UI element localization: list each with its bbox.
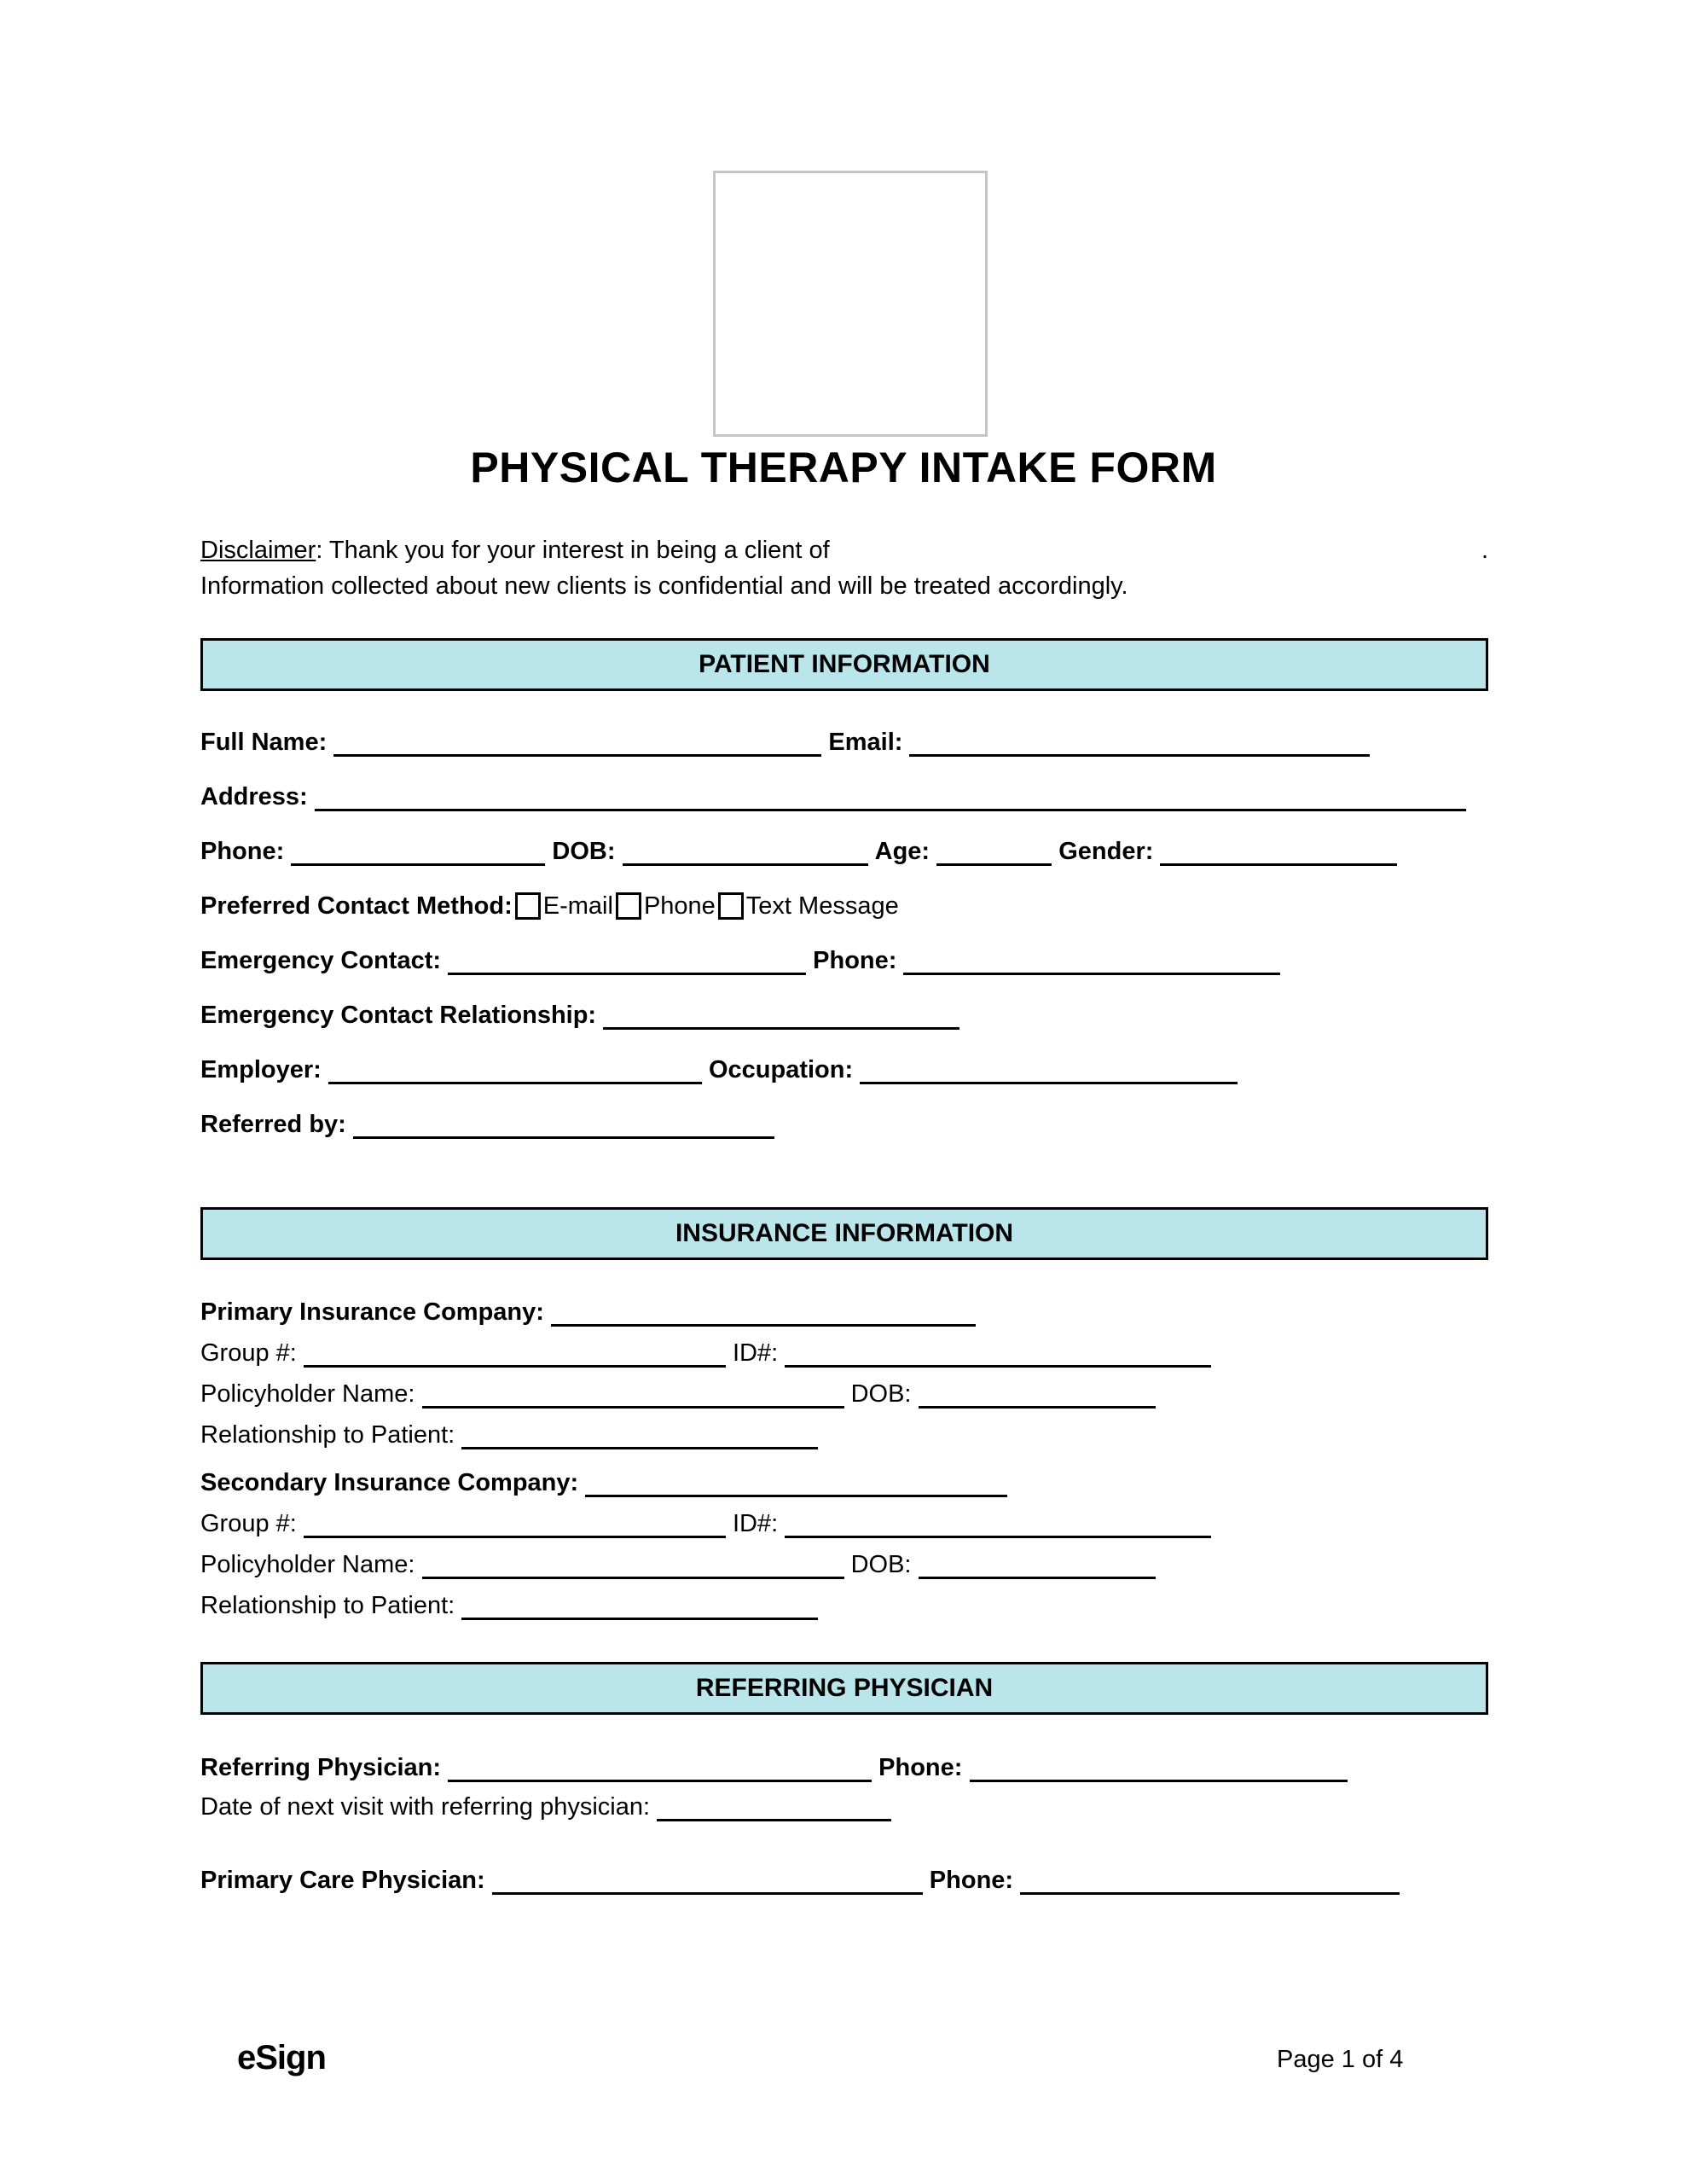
secondary-id-field[interactable] xyxy=(785,1536,1211,1538)
address-label: Address: xyxy=(200,783,308,810)
contact-option-text-message-label: Text Message xyxy=(745,892,899,920)
secondary-insurance-company-field[interactable] xyxy=(585,1495,1007,1497)
referred-by-field[interactable] xyxy=(353,1136,774,1139)
gender-label: Gender: xyxy=(1058,838,1154,865)
row-secondary-relationship xyxy=(200,1589,1531,1623)
primary-id-field[interactable] xyxy=(785,1365,1211,1368)
referring-physician-header-label: REFERRING PHYSICIAN xyxy=(695,1674,994,1702)
primary-relationship-label: Relationship to Patient: xyxy=(200,1421,455,1449)
email-checkbox[interactable] xyxy=(515,892,541,920)
insurance-information-header-label: INSURANCE INFORMATION xyxy=(675,1219,1014,1247)
age-label: Age: xyxy=(874,838,930,865)
primary-insurance-company-field[interactable] xyxy=(551,1324,976,1327)
page-title: PHYSICAL THERAPY INTAKE FORM xyxy=(470,444,1217,491)
dob-label: DOB: xyxy=(552,838,616,865)
row-secondary-policyholder xyxy=(200,1548,1531,1582)
phone-checkbox[interactable] xyxy=(616,892,641,920)
primary-group-field[interactable] xyxy=(304,1365,726,1368)
referred-by-label: Referred by: xyxy=(200,1111,346,1138)
next-visit-label: Date of next visit with referring physician: xyxy=(200,1793,651,1821)
emergency-phone-field[interactable] xyxy=(903,973,1280,975)
secondary-dob-label: DOB: xyxy=(850,1551,912,1578)
secondary-dob-field[interactable] xyxy=(919,1577,1156,1579)
secondary-group-label: Group #: xyxy=(200,1510,297,1537)
row-primary-insurance-company xyxy=(200,1295,1531,1329)
row-phone-dob-age-gender xyxy=(200,834,1531,868)
primary-policyholder-field[interactable] xyxy=(422,1406,844,1409)
primary-id-label: ID#: xyxy=(732,1339,779,1367)
emergency-contact-label: Emergency Contact: xyxy=(200,947,442,974)
full-name-label: Full Name: xyxy=(200,729,328,756)
preferred-contact-method-label: Preferred Contact Method: xyxy=(200,892,513,920)
gender-field[interactable] xyxy=(1160,863,1397,866)
email-label: Email: xyxy=(828,729,903,756)
row-next-visit xyxy=(200,1790,1531,1824)
referring-physician-header xyxy=(200,1662,1488,1715)
secondary-policyholder-field[interactable] xyxy=(422,1577,844,1579)
disclaimer-trailing-period: . xyxy=(1481,537,1488,564)
secondary-id-label: ID#: xyxy=(732,1510,779,1537)
row-primary-care-physician xyxy=(200,1863,1531,1897)
disclaimer-rest: : Thank you for your interest in being a client of xyxy=(316,537,830,564)
disclaimer-word: Disclaimer xyxy=(200,537,316,564)
phone-field[interactable] xyxy=(291,863,545,866)
disclaimer-line-1 xyxy=(200,532,1488,568)
contact-option-phone-label: Phone xyxy=(643,892,716,920)
text-message-checkbox[interactable] xyxy=(718,892,744,920)
disclaimer xyxy=(200,532,1488,604)
disclaimer-text xyxy=(200,532,830,568)
dob-field[interactable] xyxy=(623,863,868,866)
row-referred-by xyxy=(200,1107,1531,1141)
row-address xyxy=(200,780,1531,814)
primary-care-physician-field[interactable] xyxy=(492,1892,923,1895)
secondary-policyholder-label: Policyholder Name: xyxy=(200,1551,415,1578)
occupation-label: Occupation: xyxy=(708,1056,854,1083)
referring-physician-label: Referring Physician: xyxy=(200,1754,442,1781)
referring-phone-label: Phone: xyxy=(878,1754,963,1781)
row-full-name-email xyxy=(200,725,1531,759)
patient-information-header xyxy=(200,638,1488,691)
row-primary-group-id xyxy=(200,1336,1531,1370)
employer-field[interactable] xyxy=(328,1082,702,1084)
row-referring-physician xyxy=(200,1751,1531,1785)
secondary-relationship-label: Relationship to Patient: xyxy=(200,1592,455,1619)
referring-physician-field[interactable] xyxy=(448,1780,872,1782)
primary-care-phone-field[interactable] xyxy=(1020,1892,1400,1895)
primary-group-label: Group #: xyxy=(200,1339,297,1367)
referring-phone-field[interactable] xyxy=(970,1780,1348,1782)
emergency-contact-field[interactable] xyxy=(448,973,806,975)
secondary-insurance-company-label: Secondary Insurance Company: xyxy=(200,1469,579,1496)
secondary-relationship-field[interactable] xyxy=(461,1618,818,1620)
address-field[interactable] xyxy=(315,809,1466,811)
row-primary-policyholder xyxy=(200,1377,1531,1411)
employer-label: Employer: xyxy=(200,1056,322,1083)
primary-dob-field[interactable] xyxy=(919,1406,1156,1409)
logo-placeholder-box xyxy=(713,171,988,437)
primary-insurance-company-label: Primary Insurance Company: xyxy=(200,1298,544,1326)
insurance-information-header xyxy=(200,1207,1488,1260)
emergency-phone-label: Phone: xyxy=(813,947,897,974)
row-primary-relationship xyxy=(200,1418,1531,1452)
primary-relationship-field[interactable] xyxy=(461,1447,818,1449)
full-name-field[interactable] xyxy=(333,754,821,757)
esign-logo: eSign xyxy=(237,2039,326,2077)
age-field[interactable] xyxy=(936,863,1052,866)
page-indicator: Page 1 of 4 xyxy=(1277,2046,1404,2073)
primary-care-phone-label: Phone: xyxy=(929,1867,1014,1894)
patient-information-header-label: PATIENT INFORMATION xyxy=(699,650,990,678)
primary-dob-label: DOB: xyxy=(850,1380,912,1408)
contact-option-email-label: E-mail xyxy=(542,892,613,920)
row-emergency-contact-relationship xyxy=(200,998,1531,1032)
occupation-field[interactable] xyxy=(860,1082,1238,1084)
row-secondary-group-id xyxy=(200,1507,1531,1541)
emergency-contact-relationship-label: Emergency Contact Relationship: xyxy=(200,1002,597,1029)
secondary-group-field[interactable] xyxy=(304,1536,726,1538)
disclaimer-line-2: Information collected about new clients is confidential and will be treated accordingly. xyxy=(200,572,1128,600)
row-emergency-contact xyxy=(200,944,1531,978)
row-employer-occupation xyxy=(200,1053,1531,1087)
phone-label: Phone: xyxy=(200,838,285,865)
primary-policyholder-label: Policyholder Name: xyxy=(200,1380,415,1408)
row-preferred-contact-method xyxy=(200,889,1531,923)
next-visit-field[interactable] xyxy=(657,1819,891,1821)
email-field[interactable] xyxy=(909,754,1370,757)
primary-care-physician-label: Primary Care Physician: xyxy=(200,1867,485,1894)
row-secondary-insurance-company xyxy=(200,1466,1531,1500)
emergency-contact-relationship-field[interactable] xyxy=(603,1027,959,1030)
